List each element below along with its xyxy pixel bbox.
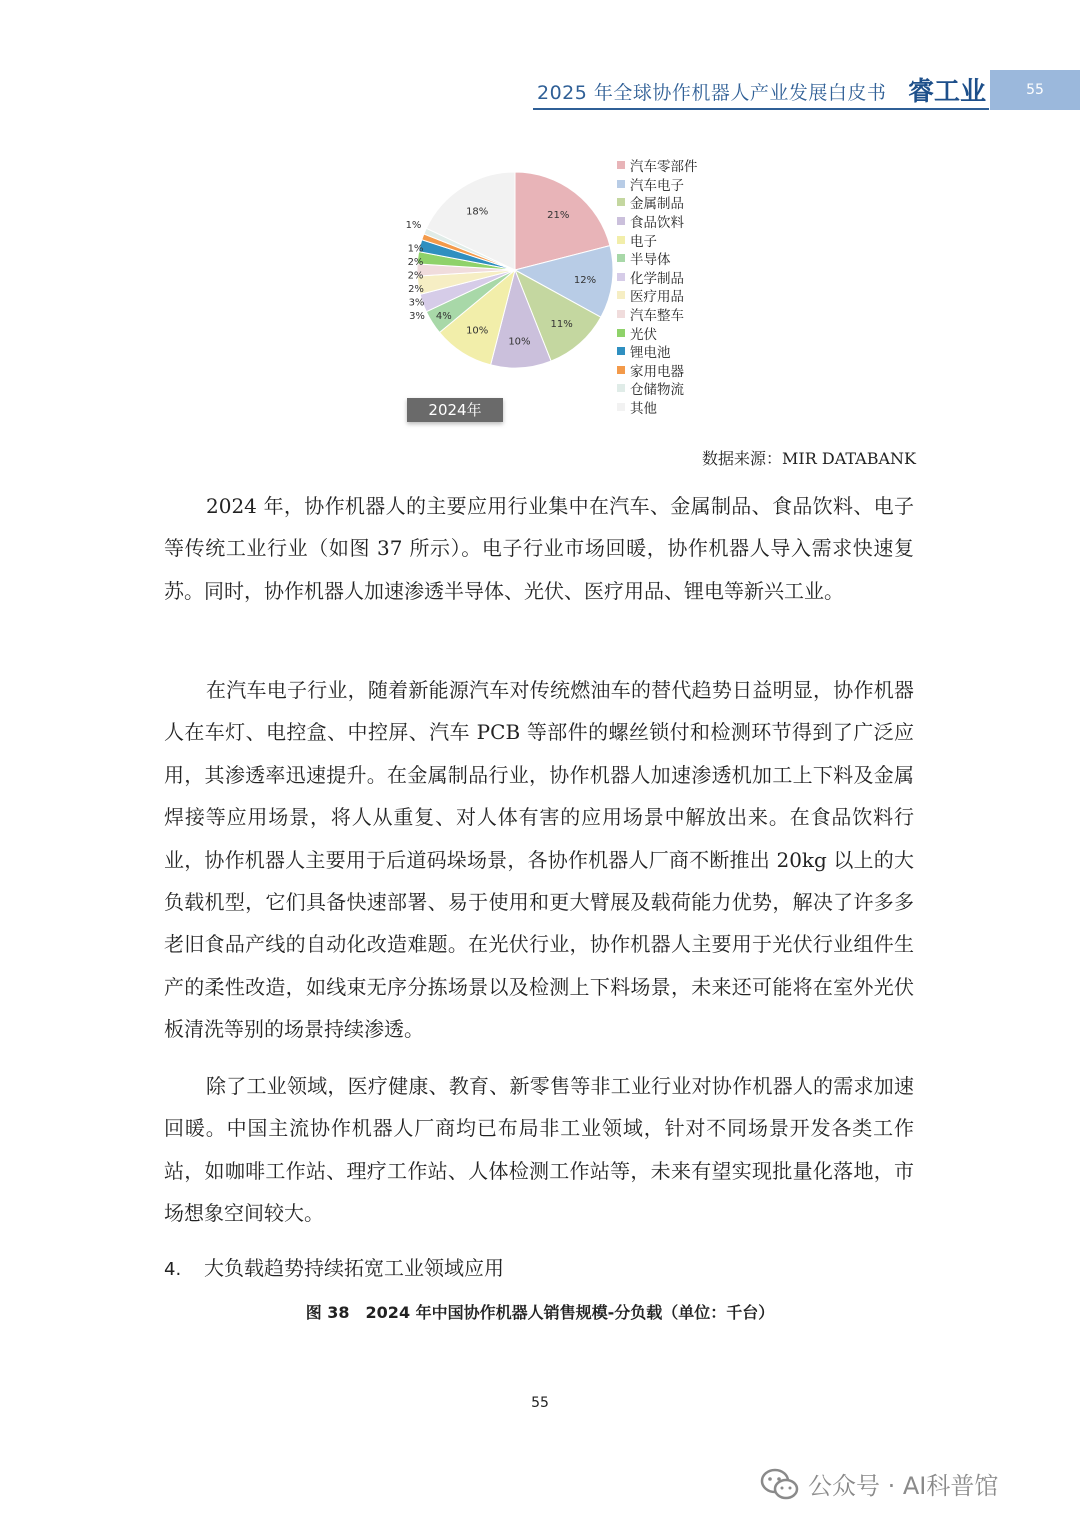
legend-label: 汽车整车 — [630, 308, 684, 325]
legend-item — [617, 379, 698, 398]
legend-item — [617, 361, 698, 380]
legend-swatch — [617, 254, 625, 262]
pie-slice-label: 2% — [408, 284, 424, 295]
pie-slice-label: 3% — [409, 311, 425, 322]
page-number: 55 — [531, 1395, 549, 1411]
header-title: 2025 年全球协作机器人产业发展白皮书 — [537, 82, 887, 104]
legend-item — [617, 342, 698, 361]
figure-caption: 图 38 2024 年中国协作机器人销售规模-分负载（单位：千台） — [305, 1303, 775, 1322]
section-heading — [164, 1252, 504, 1281]
wechat-icon — [760, 1468, 800, 1500]
paragraph-1: 2024 年，协作机器人的主要应用行业集中在汽车、金属制品、食品饮料、电子等传统工业行业（如图 37 所示）。电子行业市场回暖，协作机器人导入需求快速复苏。同时，协作机器人加速渗透半导体、光伏、医疗用品、锂电等新兴工业。 — [164, 494, 914, 603]
legend-item — [617, 175, 698, 194]
legend-swatch — [617, 384, 625, 392]
pie-slice-label: 12% — [573, 274, 597, 286]
pie-slice-label: 2% — [407, 257, 424, 268]
legend-item — [617, 286, 698, 305]
legend-swatch — [617, 180, 625, 188]
pie-slice-label: 21% — [547, 210, 570, 222]
legend-label: 金属制品 — [630, 196, 684, 213]
header-brand-logo: 睿工业 — [908, 77, 987, 107]
pie-slice-label: 18% — [466, 206, 489, 218]
legend-swatch — [617, 403, 625, 411]
legend-label: 电子 — [630, 233, 657, 250]
pie-slice-label: 11% — [550, 318, 573, 330]
paragraph-2: 在汽车电子行业，随着新能源汽车对传统燃油车的替代趋势日益明显，协作机器人在车灯、电控盒、中控屏、汽车 PCB 等部件的螺丝锁付和检测环节得到了广泛应用，其渗透率迅速提升。在金属制品行业，协作机器人加速渗透机加工上下料及金属焊接等应用场景，将人从重复、对人体有害的应用场景中解放出来。在食品饮料行业，协作机器人主要用于后道码垛场景，各协作机器人厂商不断推出 20kg 以上的大负载机型，它们具备快速部署、易于使用和更大臂展及载荷能力优势，解决了许多多老旧食品产线的自动化改造难题。在光伏行业，协作机器人主要用于光伏行业组件生产的柔性改造，如线束无序分拣场景以及检测上下料场景，未来还可能将在室外光伏板清洗等别的场景持续渗透。 — [164, 678, 914, 1042]
legend-swatch — [617, 217, 625, 225]
data-source: 数据来源：MIR DATABANK — [702, 449, 916, 468]
pie-slice-label: 1% — [405, 220, 422, 231]
year-label: 2024年 — [428, 401, 482, 419]
legend-swatch — [617, 329, 625, 337]
legend-swatch — [617, 310, 625, 318]
pie-slice-label: 10% — [508, 336, 531, 348]
legend-label: 其他 — [630, 401, 657, 418]
pie-slice-label: 3% — [408, 297, 425, 309]
legend-swatch — [617, 161, 625, 169]
legend-item — [617, 193, 698, 212]
chart-legend — [617, 156, 698, 416]
legend-label: 仓储物流 — [630, 382, 684, 399]
legend-item — [617, 249, 698, 268]
paragraph-3: 除了工业领域，医疗健康、教育、新零售等非工业行业对协作机器人的需求加速回暖。中国主流协作机器人厂商均已布局非工业领域，针对不同场景开发各类工作站，如咖啡工作站、理疗工作站、人体检测工作站等，未来有望实现批量化落地，市场想象空间较大。 — [164, 1074, 914, 1226]
legend-label: 汽车电子 — [630, 177, 684, 194]
pie-slice-label: 2% — [407, 270, 424, 282]
legend-item — [617, 398, 698, 417]
pie-slice-label: 4% — [435, 311, 452, 323]
pie-slice-label: 10% — [466, 325, 489, 337]
legend-item — [617, 156, 698, 175]
header-rule — [533, 108, 989, 110]
legend-swatch — [617, 347, 625, 355]
legend-item — [617, 268, 698, 287]
legend-swatch — [617, 366, 625, 374]
legend-label: 半导体 — [630, 252, 671, 269]
legend-swatch — [617, 273, 625, 281]
legend-swatch — [617, 291, 625, 299]
legend-label: 光伏 — [630, 326, 657, 343]
legend-item — [617, 305, 698, 324]
section-number: 4. — [164, 1259, 182, 1280]
legend-label: 锂电池 — [630, 345, 671, 362]
legend-label: 食品饮料 — [630, 215, 684, 232]
section-title: 大负载趋势持续拓宽工业领域应用 — [204, 1256, 504, 1280]
legend-label: 化学制品 — [630, 270, 684, 287]
legend-item — [617, 323, 698, 342]
page-tab: 55 — [990, 70, 1080, 110]
legend-swatch — [617, 198, 625, 206]
watermark — [760, 1466, 998, 1501]
watermark-text: 公众号 · AI科普馆 — [808, 1472, 999, 1500]
pie-slice-label: 1% — [407, 243, 424, 255]
legend-swatch — [617, 236, 625, 244]
legend-label: 汽车零部件 — [630, 159, 698, 176]
legend-label: 医疗用品 — [630, 289, 684, 306]
legend-item — [617, 212, 698, 231]
legend-item — [617, 230, 698, 249]
legend-label: 家用电器 — [630, 363, 684, 380]
